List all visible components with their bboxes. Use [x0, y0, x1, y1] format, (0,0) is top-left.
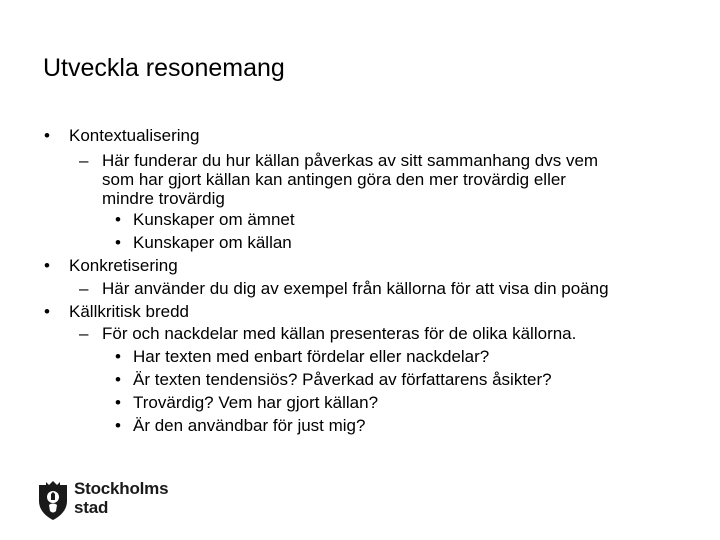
kontext-desc-line-1: Här funderar du hur källan påverkas av sitt sammanhang dvs vem — [102, 151, 599, 170]
bullet-dash: – — [79, 279, 89, 298]
heading-kallkritisk-bredd: Källkritisk bredd — [69, 302, 189, 321]
bredd-sub-2: Är texten tendensiös? Påverkad av författarens åsikter? — [133, 370, 552, 389]
bullet-dot: • — [115, 347, 121, 366]
bullet-dot: • — [44, 302, 50, 321]
heading-konkretisering: Konkretisering — [69, 256, 178, 275]
bullet-dot: • — [115, 233, 121, 252]
bredd-desc: För och nackdelar med källan presenteras för de olika källorna. — [102, 324, 577, 343]
logo-text-line-1: Stockholms — [74, 479, 169, 498]
logo-text-line-2: stad — [74, 498, 109, 517]
bullet-dot: • — [115, 416, 121, 435]
bredd-sub-4: Är den användbar för just mig? — [133, 416, 366, 435]
bullet-dot: • — [115, 393, 121, 412]
kontext-sub-1: Kunskaper om ämnet — [133, 210, 295, 229]
bullet-dot: • — [44, 256, 50, 275]
slide-title: Utveckla resonemang — [43, 54, 285, 82]
bullet-dot: • — [115, 370, 121, 389]
bullet-dash: – — [79, 324, 89, 343]
bredd-sub-1: Har texten med enbart fördelar eller nackdelar? — [133, 347, 490, 366]
heading-kontextualisering: Kontextualisering — [69, 126, 200, 145]
kontext-desc-line-2: som har gjort källan kan antingen göra den mer trovärdig eller — [102, 170, 566, 189]
bullet-dot: • — [44, 126, 50, 145]
bullet-dot: • — [115, 210, 121, 229]
bredd-sub-3: Trovärdig? Vem har gjort källan? — [133, 393, 379, 412]
konkret-desc: Här använder du dig av exempel från källorna för att visa din poäng — [102, 279, 609, 298]
kontext-sub-2: Kunskaper om källan — [133, 233, 292, 252]
logo-text — [74, 479, 168, 517]
kontext-desc-line-3: mindre trovärdig — [102, 189, 225, 208]
bullet-dash: – — [79, 151, 89, 170]
stockholms-stad-logo — [37, 479, 237, 521]
coat-of-arms-icon — [37, 479, 69, 521]
